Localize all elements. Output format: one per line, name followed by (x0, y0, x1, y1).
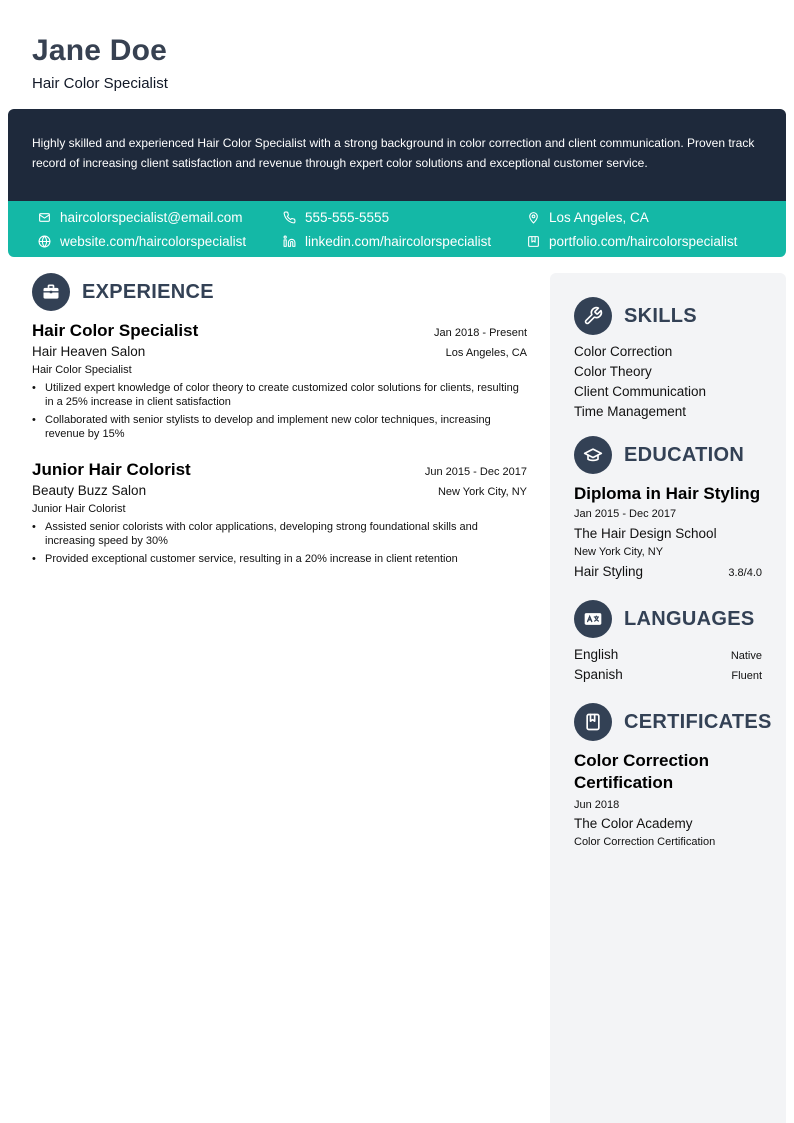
skills-list (574, 342, 762, 422)
contact-portfolio[interactable] (527, 232, 737, 250)
skills-title: SKILLS (624, 304, 697, 327)
briefcase-icon (41, 282, 61, 302)
education-gpa: 3.8/4.0 (728, 567, 762, 579)
languages-title: LANGUAGES (624, 607, 755, 630)
globe-icon (38, 235, 51, 248)
education-heading (574, 436, 744, 474)
job-bullet: • Utilized expert knowledge of color theory to create customized color solutions for clients, resulting in a 25% increase in client satisfaction (32, 381, 527, 409)
certificate-name: Color Correction Certification (574, 751, 710, 792)
languages-list (574, 645, 762, 685)
language-name: English (574, 647, 619, 662)
certificate-issuer: The Color Academy (574, 816, 693, 831)
certificate-entry (574, 750, 762, 850)
degree: Diploma in Hair Styling (574, 484, 761, 503)
contact-phone[interactable] (283, 208, 389, 226)
graduation-cap-icon (583, 445, 603, 465)
education-dates: Jan 2015 - Dec 2017 (574, 508, 677, 520)
contact-linkedin-text: linkedin.com/haircolorspecialist (305, 233, 492, 249)
skill-item: Time Management (574, 404, 687, 419)
certificates-heading (574, 703, 772, 741)
job-bullet: • Collaborated with senior stylists to develop and implement new color techniques, increasing revenue by 15% (32, 413, 527, 441)
skills-heading (574, 297, 697, 335)
wrench-icon-badge (574, 297, 612, 335)
linkedin-icon (283, 235, 296, 248)
job-role: Junior Hair Colorist (32, 503, 126, 515)
job-title: Hair Color Specialist (32, 321, 199, 340)
job-dates: Jan 2018 - Present (434, 327, 527, 339)
candidate-title: Hair Color Specialist (32, 75, 168, 92)
sidebar (550, 273, 786, 1123)
contact-email-text: haircolorspecialist@email.com (60, 209, 243, 225)
contact-location (527, 208, 649, 226)
job-company: Beauty Buzz Salon (32, 483, 147, 498)
translate-icon-badge (574, 600, 612, 638)
summary-text: Highly skilled and experienced Hair Color Specialist with a strong background in color correction and client communication. Proven track record of increasing client satisfaction and revenue through expert color solutions and exceptional customer service. (32, 136, 755, 170)
graduation-cap-icon-badge (574, 436, 612, 474)
job-role: Hair Color Specialist (32, 364, 132, 376)
language-item (574, 665, 762, 685)
languages-heading (574, 600, 754, 638)
job-title: Junior Hair Colorist (32, 460, 191, 479)
job-location: New York City, NY (437, 486, 527, 498)
mail-icon (38, 211, 51, 224)
job-company: Hair Heaven Salon (32, 344, 146, 359)
summary-panel (8, 109, 786, 201)
job-bullet: • Provided exceptional customer service, resulting in a 20% increase in client retention (32, 552, 527, 566)
certificate-icon-badge (574, 703, 612, 741)
contact-website[interactable] (38, 232, 246, 250)
certificates-title: CERTIFICATES (624, 710, 772, 733)
language-level: Native (730, 650, 762, 662)
portfolio-icon (527, 235, 540, 248)
contact-location-text: Los Angeles, CA (549, 209, 649, 225)
contact-website-text: website.com/haircolorspecialist (60, 233, 247, 249)
contact-bar (8, 201, 786, 257)
wrench-icon (583, 306, 603, 326)
map-pin-icon (527, 211, 540, 224)
skill-item: Color Correction (574, 344, 673, 359)
education-entry (574, 483, 762, 582)
skill-item: Color Theory (574, 364, 652, 379)
candidate-name: Jane Doe (32, 34, 167, 67)
language-level: Fluent (731, 670, 762, 682)
job-location: Los Angeles, CA (445, 347, 527, 359)
language-item (574, 645, 762, 665)
certificate-description: Color Correction Certification (574, 836, 716, 848)
job-bullet: • Assisted senior colorists with color applications, developing strong foundational skills and increasing speed by 30% (32, 520, 527, 548)
phone-icon (283, 211, 296, 224)
education-field: Hair Styling (574, 564, 644, 579)
certificate-date: Jun 2018 (574, 799, 620, 811)
job-entry (32, 459, 527, 570)
contact-portfolio-text: portfolio.com/haircolorspecialist (549, 233, 738, 249)
job-bullets (32, 381, 527, 441)
school-location: New York City, NY (574, 546, 664, 558)
job-bullets (32, 520, 527, 566)
translate-icon (583, 609, 603, 629)
resume-header (32, 33, 168, 93)
skill-item: Client Communication (574, 384, 707, 399)
contact-email[interactable] (38, 208, 243, 226)
briefcase-icon-badge (32, 273, 70, 311)
language-name: Spanish (574, 667, 623, 682)
experience-heading (32, 273, 214, 311)
school-name: The Hair Design School (574, 526, 717, 541)
bookmark-book-icon (583, 712, 603, 732)
contact-linkedin[interactable] (283, 232, 491, 250)
experience-title: EXPERIENCE (82, 280, 214, 303)
job-dates: Jun 2015 - Dec 2017 (424, 466, 527, 478)
job-entry (32, 320, 527, 445)
education-title: EDUCATION (624, 443, 745, 466)
contact-phone-text: 555-555-5555 (305, 209, 390, 225)
